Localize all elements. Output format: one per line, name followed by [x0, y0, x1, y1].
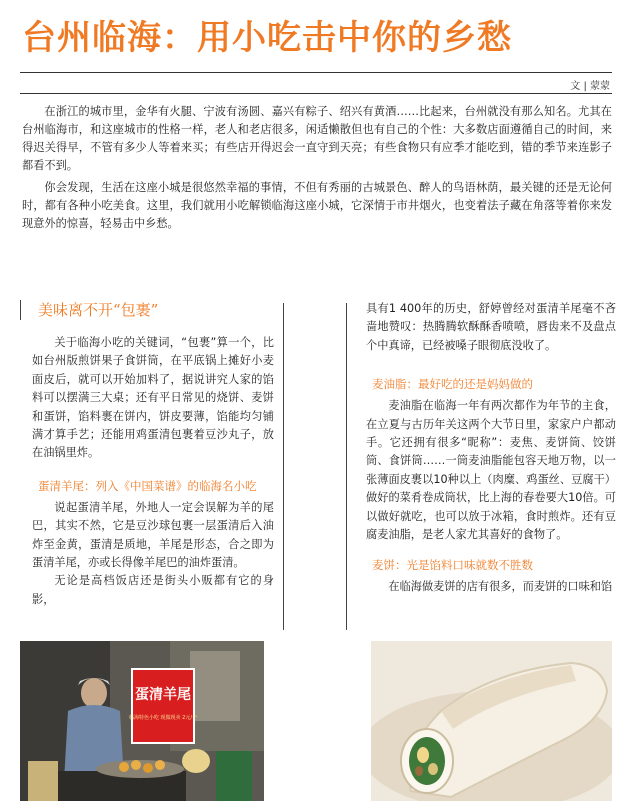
byline-rule [20, 93, 612, 94]
subsection-title-maiyouzhi: 麦油脂：最好吃的还是妈妈做的 [372, 377, 533, 392]
article-title: 台州临海：用小吃击中你的乡愁 [22, 18, 512, 58]
byline: 文 | 蒙蒙 [570, 81, 610, 92]
right-paragraph-2: 麦油脂在临海一年有两次都作为年节的主食，在立夏与古历年关这两个大节日里，家家户户都动手。它还拥有很多“昵称”：麦焦、麦饼筒、饺饼筒、食饼筒……一筒麦油脂能包容天地万物，以一张薄面皮裹以10种以上（肉糜、鸡蛋丝、豆腐干）做好的菜肴卷成筒状，比上海的春卷要大10倍。可以做好就吃，也可以放于冰箱，食时煎炸。还有豆腐麦油脂，是老人家尤其喜好的食物了。 [366, 399, 616, 542]
intro-paragraph-2: 你会发现，生活在这座小城是很悠然幸福的事情，不但有秀丽的古城景色、醉人的鸟语林荫，最关键的还是无论何时，都有各种小吃美食。这里，我们就用小吃解锁临海这座小城，它深情于市井烟火，也变着法子藏在角落等着你来发现意外的惊喜，轻易击中乡愁。 [22, 181, 612, 230]
center-divider [283, 303, 284, 630]
street-vendor-illustration [20, 641, 264, 801]
street-vendor-photo [20, 641, 264, 801]
roll-food-photo [371, 641, 612, 801]
subsection-title-maibing: 麦饼：光是馅料口味就数不胜数 [372, 558, 533, 573]
right-paragraph-3: 在临海做麦饼的店有很多，而麦饼的口味和馅 [388, 580, 613, 594]
sign-subtext: 临海特色小吃 现做现卖 2元/个 [128, 715, 198, 721]
intro-paragraph-1: 在浙江的城市里，金华有火腿、宁波有汤圆、嘉兴有粽子、绍兴有黄酒……比起来，台州就没有那么知名。尤其在台州临海市，和这座城市的性格一样，老人和老店很多，闲适懒散但也有自己的个性：大多数店面遵循自己的时间，来得迟关得早，不管有多少人等着来买；有些店开得迟会一直守到天亮；有些食物只有应季才能吃到，错的季节来连影子都看不到。 [22, 105, 612, 172]
left-paragraph-3: 无论是高档饭店还是街头小贩都有它的身影， [32, 574, 274, 606]
section-title: 美味离不开“包裹” [38, 301, 159, 319]
left-divider [20, 300, 21, 320]
center-divider-right [346, 303, 347, 630]
right-paragraph-1: 具有1 400年的历史，舒婷曾经对蛋清羊尾毫不吝啬地赞叹：热腾腾软酥酥香喷喷，唇齿来不及盘点个中真谛，已经被嗓子眼彻底没收了。 [366, 302, 616, 352]
left-column [32, 300, 274, 609]
left-paragraph-1: 关于临海小吃的关键词，“包裹”算一个，比如台州版煎饼果子食饼筒，在平底锅上摊好小麦面皮后，就可以开始加料了，据说讲究人家的馅料可以摆满三大桌；还有平日常见的烧饼、麦饼和蛋饼，馅料裹在饼内，饼皮要薄，馅能均匀铺满才算手艺；还能用鸡蛋清包裹着豆沙丸子，放在油锅里炸。 [32, 336, 274, 460]
intro-section [22, 103, 612, 233]
food-roll-illustration [371, 641, 612, 801]
title-rule [20, 72, 612, 73]
subsection-title-danqing: 蛋清羊尾：列入《中国菜谱》的临海名小吃 [38, 478, 257, 493]
right-column [366, 300, 616, 597]
left-paragraph-2: 说起蛋清羊尾，外地人一定会误解为羊的尾巴，其实不然，它是豆沙球包裹一层蛋清后入油炸至金黄，蛋清是质地，羊尾是形态，合之即为蛋清羊尾，亦或长得像羊尾巴的油炸蛋清。 [32, 500, 274, 570]
sign-title: 蛋清羊尾 [135, 687, 191, 703]
